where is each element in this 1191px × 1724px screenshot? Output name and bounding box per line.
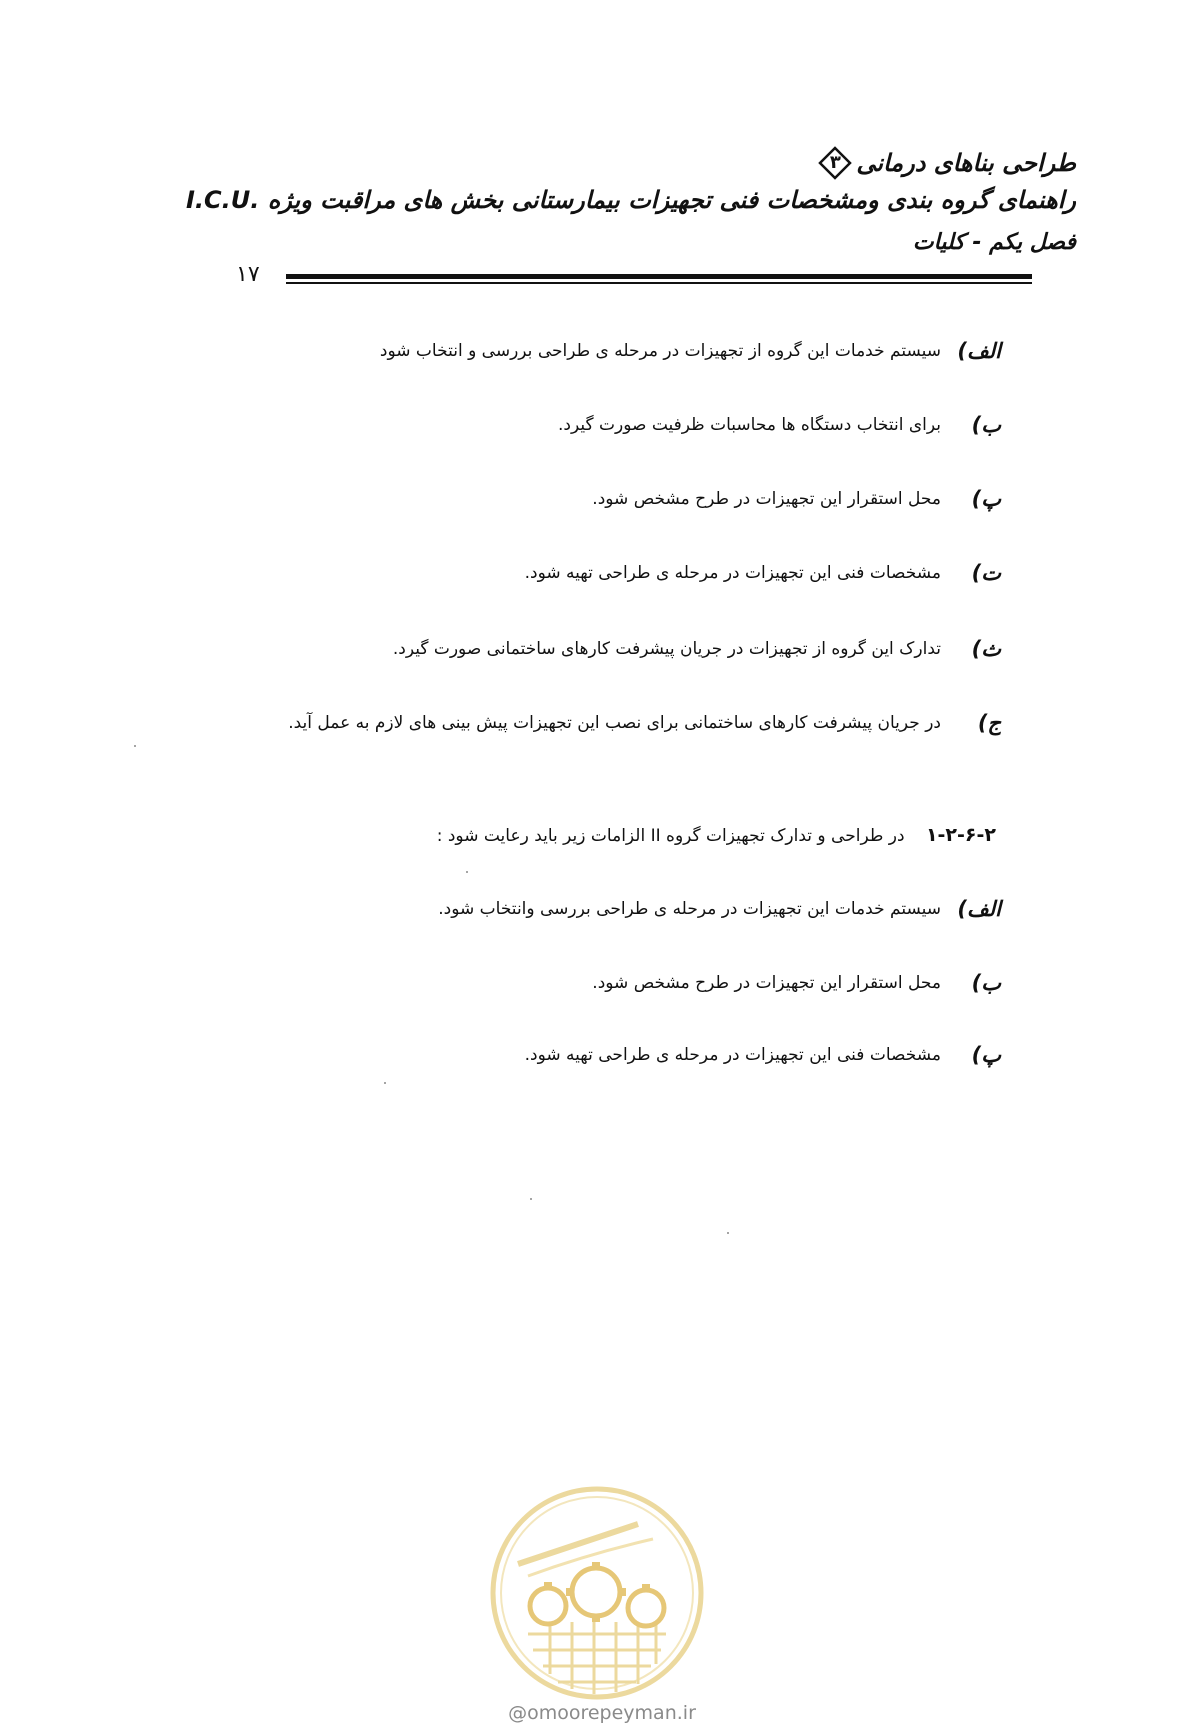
item-text: برای انتخاب دستگاه ها محاسبات ظرفیت صورت گیرد.: [558, 415, 941, 435]
item-label: ب): [971, 413, 1001, 437]
item-label: پ): [971, 1043, 1001, 1067]
item-text: تدارک این گروه از تجهیزات در جریان پیشرفت کارهای ساختمانی صورت گیرد.: [392, 639, 941, 659]
item-text: محل استقرار این تجهیزات در طرح مشخص شود.: [592, 489, 941, 509]
scan-speck: [466, 871, 468, 873]
item-label: پ): [971, 487, 1001, 511]
list-item: [558, 408, 1001, 442]
list-item: [592, 482, 1001, 516]
list-item: [524, 1038, 1001, 1072]
list-item: [379, 334, 1001, 368]
item-label: ب): [971, 971, 1001, 995]
section-text: در طراحی و تدارک تجهیزات گروه II الزامات زیر باید رعایت شود :: [436, 826, 905, 846]
diamond-badge-icon: [818, 146, 852, 180]
item-label: ت): [971, 561, 1001, 585]
item-label: الف): [957, 339, 1001, 363]
item-text: سیستم خدمات این گروه از تجهیزات در مرحله ی طراحی بررسی و انتخاب شود: [379, 341, 941, 361]
watermark-logo: [488, 1484, 706, 1702]
list-item: [281, 706, 1001, 740]
header-rule-thin: [286, 282, 1032, 284]
scan-speck: [384, 1082, 386, 1084]
watermark-url: @omoorepeyman.ir: [508, 1702, 696, 1724]
scan-speck: [727, 1232, 729, 1234]
chapter-title: فصل یکم - کلیات: [912, 230, 1076, 255]
badge-number: ۳: [829, 152, 841, 173]
scan-speck: [134, 745, 136, 747]
list-item: [392, 632, 1001, 666]
list-item: [592, 966, 1001, 1000]
section-number: ۱-۲-۶-۲: [925, 824, 996, 846]
header-subtitle: راهنمای گروه بندی ومشخصات فنی تجهیزات بیمارستانی بخش های مراقبت ویژه .I.C.U: [185, 186, 1076, 214]
item-text: محل استقرار این تجهیزات در طرح مشخص شود.: [592, 973, 941, 993]
item-text: مشخصات فنی این تجهیزات در مرحله ی طراحی تهیه شود.: [524, 563, 941, 583]
item-label: الف): [957, 897, 1001, 921]
section-heading: [437, 818, 996, 853]
header-rule-thick: [286, 274, 1032, 279]
page-number: ۱۷: [236, 262, 260, 287]
header-title-text: طراحی بناهای درمانی: [856, 149, 1076, 177]
item-text: در جریان پیشرفت کارهای ساختمانی برای نصب این تجهیزات پیش بینی های لازم به عمل آید.: [288, 713, 941, 733]
item-text: مشخصات فنی این تجهیزات در مرحله ی طراحی تهیه شود.: [524, 1045, 941, 1065]
scan-speck: [530, 1198, 532, 1200]
item-label: ث): [971, 637, 1001, 661]
header-title: [814, 146, 1076, 180]
list-item: [438, 892, 1001, 926]
list-item: [524, 556, 1001, 590]
item-label: ج): [977, 711, 1001, 735]
item-text: سیستم خدمات این تجهیزات در مرحله ی طراحی بررسی وانتخاب شود.: [438, 899, 941, 919]
